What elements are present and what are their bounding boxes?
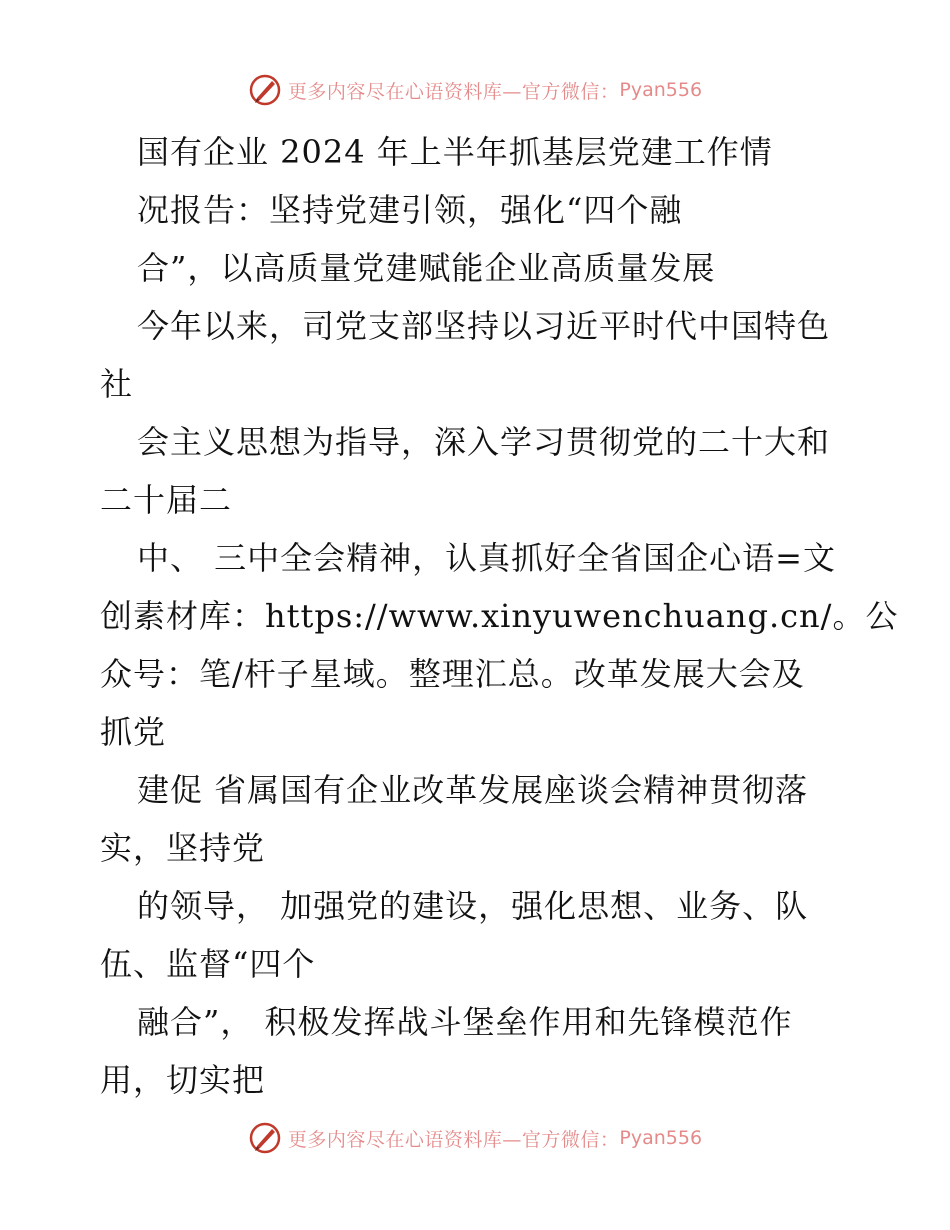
text-line: 实，坚持党 bbox=[100, 829, 266, 867]
text-line: 建促 省属国有企业改革发展座谈会精神贯彻落 bbox=[137, 771, 809, 809]
text-line: 用，切实把 bbox=[100, 1061, 266, 1099]
quill-logo-icon bbox=[248, 73, 282, 107]
document-body bbox=[100, 123, 899, 1109]
wechat-id: Pyan556 bbox=[619, 1127, 703, 1149]
wechat-id: Pyan556 bbox=[619, 79, 703, 101]
watermark-text: 更多内容尽在心语资料库—官方微信： bbox=[287, 80, 620, 103]
text-line: 创素材库：https://www.xinyuwenchuang.cn/。公 bbox=[100, 597, 899, 635]
text-line: 伍、监督“四个 bbox=[100, 945, 316, 983]
footer-watermark bbox=[0, 1118, 950, 1158]
text-line: 会主义思想为指导，深入学习贯彻党的二十大和 bbox=[137, 423, 831, 461]
text-line: 况报告：坚持党建引领，强化“四个融 bbox=[137, 191, 683, 229]
text-line: 抓党 bbox=[100, 713, 167, 751]
text-line: 融合”， 积极发挥战斗堡垒作用和先锋模范作 bbox=[137, 1003, 793, 1041]
text-line: 合”，以高质量党建赋能企业高质量发展 bbox=[137, 249, 716, 287]
text-line: 中、 三中全会精神，认真抓好全省国企心语=文 bbox=[137, 539, 836, 577]
text-line: 的领导， 加强党的建设，强化思想、业务、队 bbox=[137, 887, 809, 925]
text-line: 国有企业 2024 年上半年抓基层党建工作情 bbox=[137, 133, 773, 171]
text-line: 众号：笔/杆子星域。整理汇总。改革发展大会及 bbox=[100, 655, 805, 693]
header-watermark bbox=[0, 70, 950, 110]
text-line: 二十届二 bbox=[100, 481, 233, 519]
text-line: 社 bbox=[100, 365, 134, 403]
quill-logo-icon bbox=[248, 1121, 282, 1155]
text-line: 今年以来，司党支部坚持以习近平时代中国特色 bbox=[137, 307, 831, 345]
watermark-text: 更多内容尽在心语资料库—官方微信： bbox=[287, 1128, 620, 1151]
